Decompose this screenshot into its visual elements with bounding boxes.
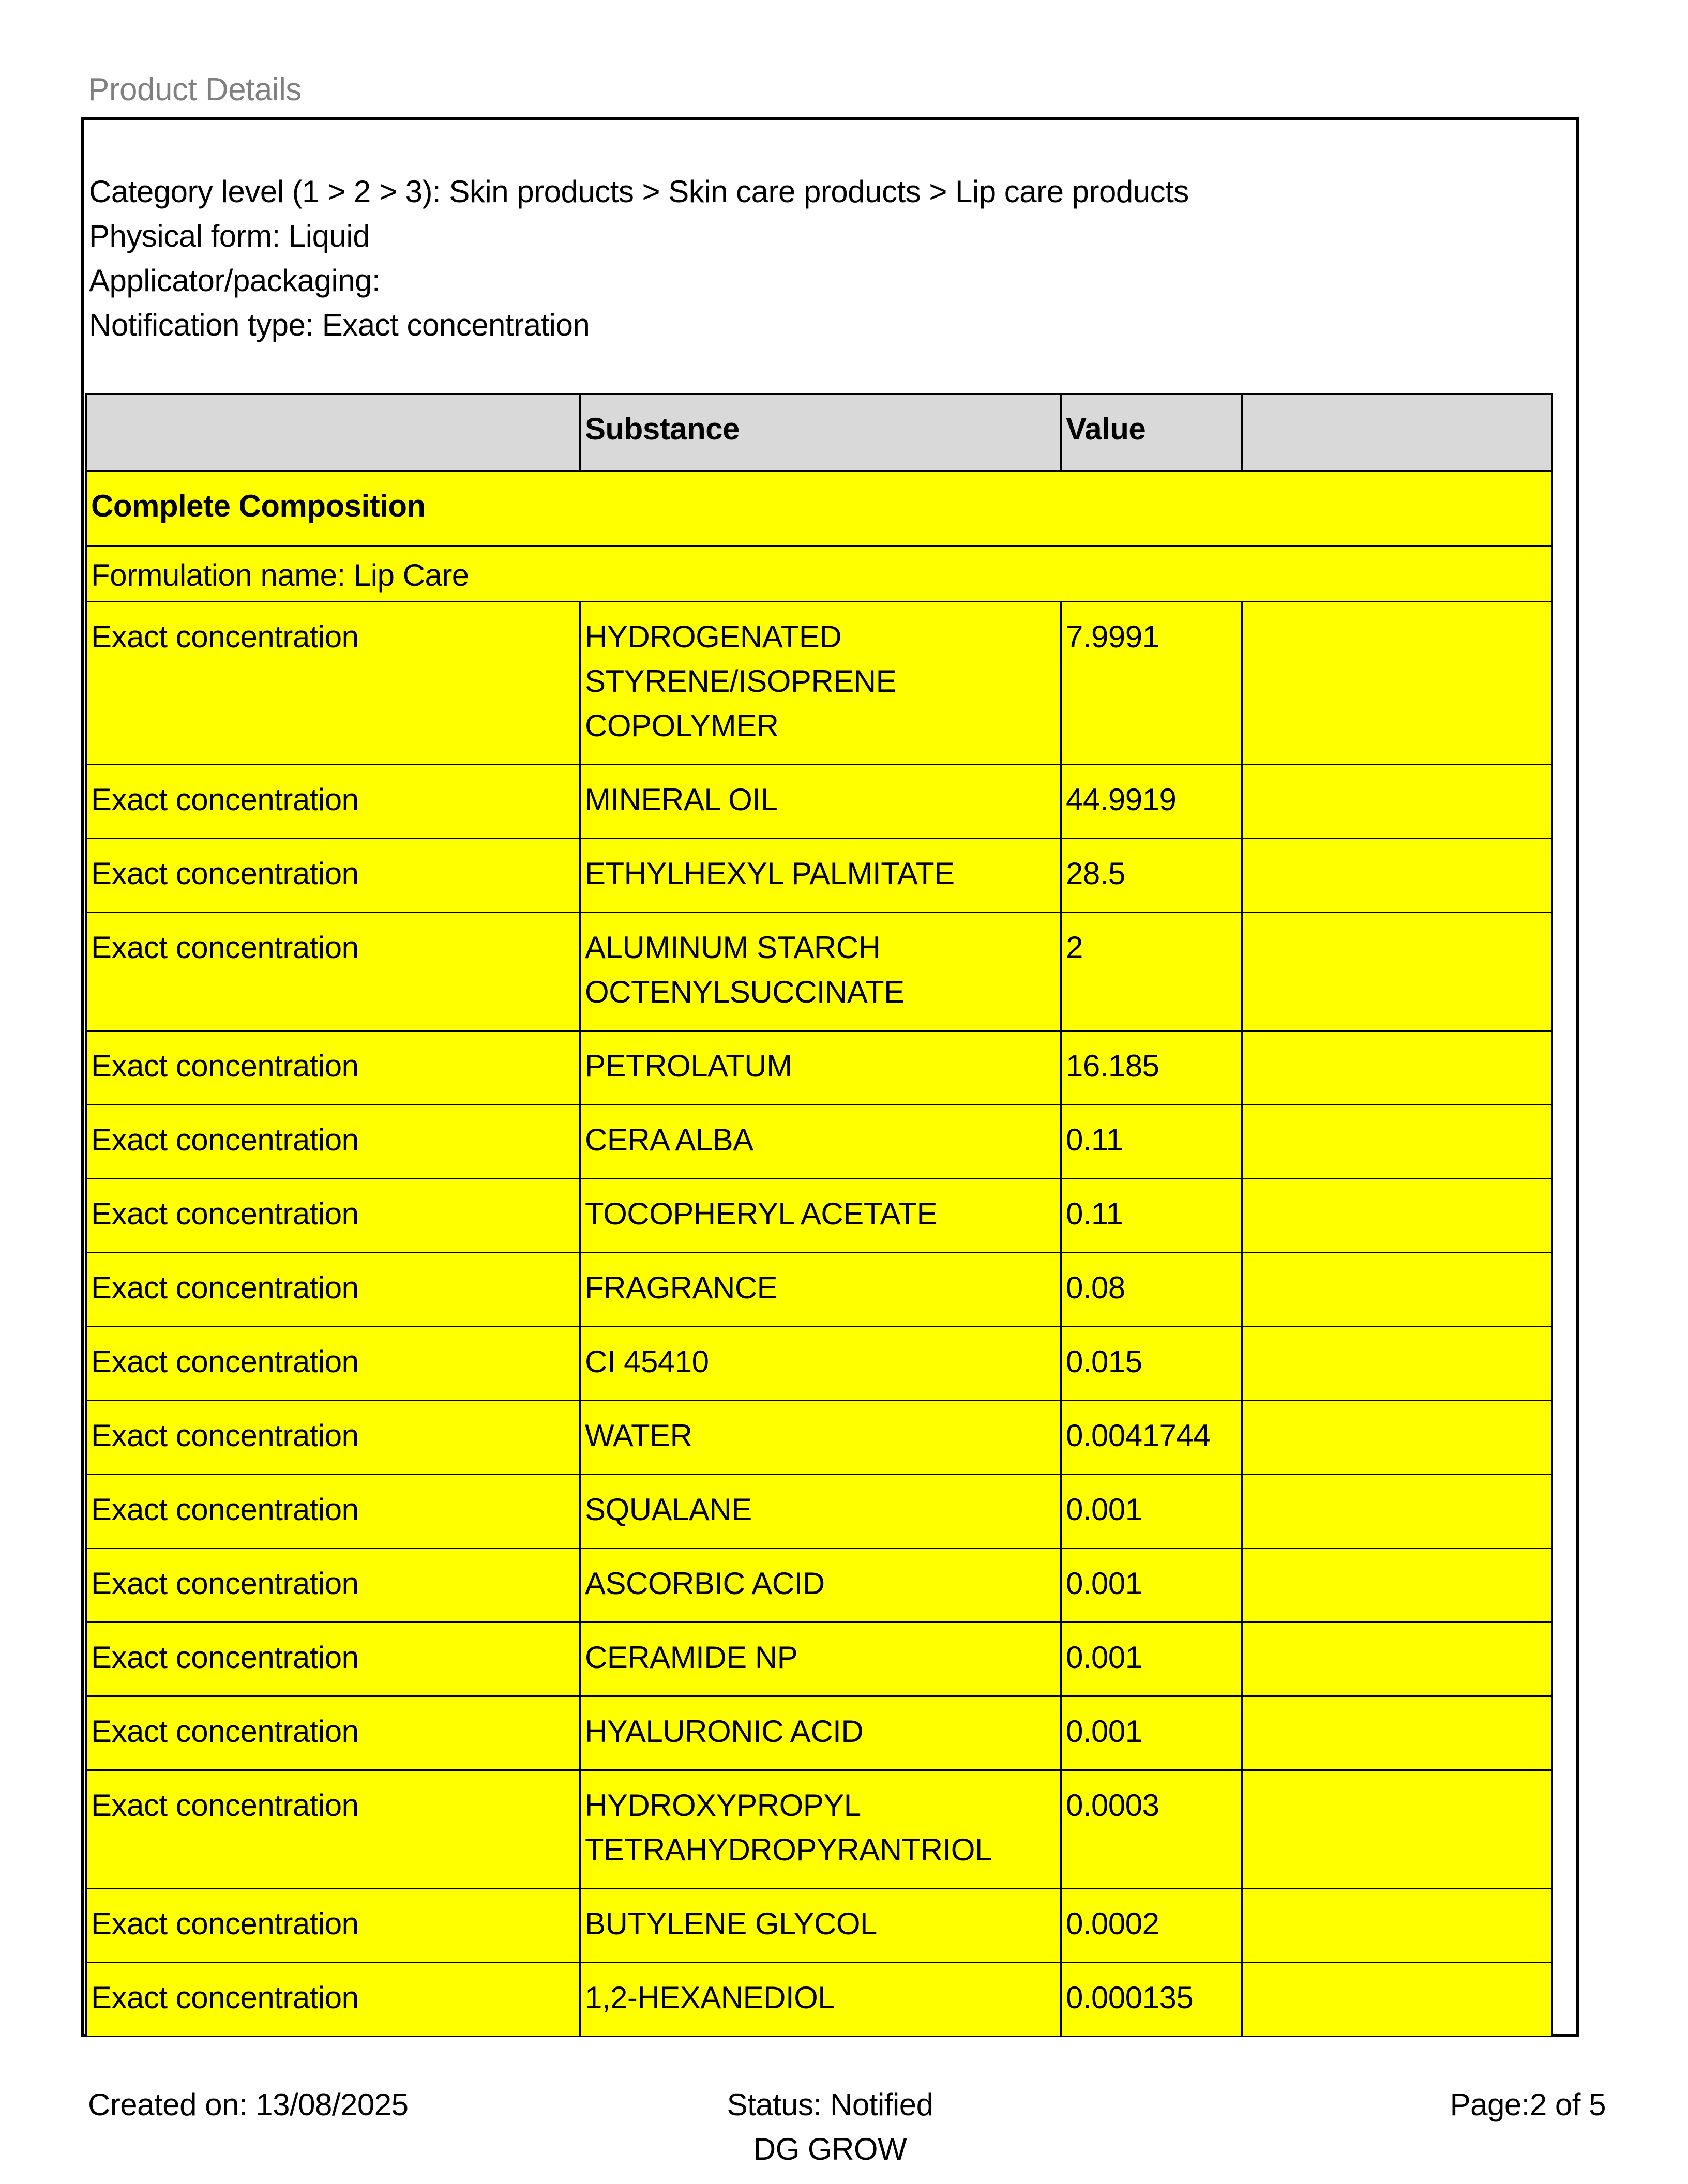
- substance-value-cell: 0.001: [1061, 1549, 1242, 1622]
- substance-value-cell: 0.11: [1061, 1179, 1242, 1253]
- substance-name-cell: FRAGRANCE: [580, 1253, 1061, 1327]
- table-row: [86, 1179, 1553, 1253]
- empty-cell: [1242, 1622, 1553, 1696]
- empty-cell: [1242, 1963, 1553, 2037]
- table-row: [86, 1475, 1553, 1549]
- substance-value-cell: 44.9919: [1061, 765, 1242, 839]
- row-type-cell: Exact concentration: [86, 1327, 580, 1401]
- table-row: [86, 1889, 1553, 1963]
- row-type-cell: Exact concentration: [86, 1963, 580, 2037]
- table-row: [86, 913, 1553, 1031]
- header-label-cell: [86, 394, 580, 471]
- row-type-cell: Exact concentration: [86, 1179, 580, 1253]
- header-value-cell: Value: [1061, 394, 1242, 471]
- table-row: [86, 1770, 1553, 1889]
- footer-status-block: [81, 2083, 1579, 2172]
- empty-cell: [1242, 1889, 1553, 1963]
- row-type-cell: Exact concentration: [86, 913, 580, 1031]
- table-row: [86, 1253, 1553, 1327]
- row-type-cell: Exact concentration: [86, 1696, 580, 1770]
- substance-value-cell: 0.001: [1061, 1622, 1242, 1696]
- applicator-packaging-line: Applicator/packaging:: [89, 263, 381, 298]
- substance-name-cell: CI 45410: [580, 1327, 1061, 1401]
- table-row: [86, 765, 1553, 839]
- section-title: Complete Composition: [86, 471, 1553, 547]
- substance-value-cell: 0.001: [1061, 1475, 1242, 1549]
- substance-value-cell: 0.001: [1061, 1696, 1242, 1770]
- substance-name-cell: TOCOPHERYL ACETATE: [580, 1179, 1061, 1253]
- empty-cell: [1242, 1696, 1553, 1770]
- composition-rows: [86, 602, 1553, 2037]
- substance-name-cell: 1,2-HEXANEDIOL: [580, 1963, 1061, 2037]
- substance-name-cell: MINERAL OIL: [580, 765, 1061, 839]
- substance-name-cell: BUTYLENE GLYCOL: [580, 1889, 1061, 1963]
- empty-cell: [1242, 1549, 1553, 1622]
- formulation-name-row: [86, 547, 1553, 602]
- empty-cell: [1242, 913, 1553, 1031]
- table-row: [86, 1696, 1553, 1770]
- row-type-cell: Exact concentration: [86, 1889, 580, 1963]
- substance-value-cell: 0.08: [1061, 1253, 1242, 1327]
- row-type-cell: Exact concentration: [86, 1549, 580, 1622]
- row-type-cell: Exact concentration: [86, 765, 580, 839]
- row-type-cell: Exact concentration: [86, 1401, 580, 1475]
- header-substance-cell: Substance: [580, 394, 1061, 471]
- empty-cell: [1242, 1253, 1553, 1327]
- empty-cell: [1242, 602, 1553, 765]
- row-type-cell: Exact concentration: [86, 839, 580, 913]
- substance-value-cell: 2: [1061, 913, 1242, 1031]
- footer-created-on: Created on: 13/08/2025: [88, 2087, 409, 2122]
- substance-name-cell: SQUALANE: [580, 1475, 1061, 1549]
- substance-name-cell: CERA ALBA: [580, 1105, 1061, 1179]
- category-level-line: Category level (1 > 2 > 3): Skin products > Skin care products > Lip care products: [89, 174, 1189, 209]
- empty-cell: [1242, 1475, 1553, 1549]
- footer-status: Status: Notified: [727, 2087, 933, 2122]
- substance-value-cell: 0.0003: [1061, 1770, 1242, 1889]
- row-type-cell: Exact concentration: [86, 1770, 580, 1889]
- substance-value-cell: 7.9991: [1061, 602, 1242, 765]
- row-type-cell: Exact concentration: [86, 1253, 580, 1327]
- substance-name-cell: CERAMIDE NP: [580, 1622, 1061, 1696]
- substance-name-cell: WATER: [580, 1401, 1061, 1475]
- table-header-row: [86, 394, 1553, 471]
- table-row: [86, 1327, 1553, 1401]
- substance-value-cell: 0.11: [1061, 1105, 1242, 1179]
- table-row: [86, 1401, 1553, 1475]
- product-info-block: [89, 170, 1576, 347]
- substance-value-cell: 16.185: [1061, 1031, 1242, 1105]
- page-title: Product Details: [88, 72, 302, 108]
- table-row: [86, 1622, 1553, 1696]
- composition-table: [85, 393, 1553, 2037]
- header-extra-cell: [1242, 394, 1553, 471]
- substance-value-cell: 28.5: [1061, 839, 1242, 913]
- row-type-cell: Exact concentration: [86, 1105, 580, 1179]
- substance-value-cell: 0.0041744: [1061, 1401, 1242, 1475]
- footer-page-number: Page:2 of 5: [1450, 2087, 1606, 2122]
- physical-form-line: Physical form: Liquid: [89, 219, 370, 253]
- substance-name-cell: PETROLATUM: [580, 1031, 1061, 1105]
- substance-name-cell: ALUMINUM STARCH OCTENYLSUCCINATE: [580, 913, 1061, 1031]
- table-row: [86, 1105, 1553, 1179]
- table-row: [86, 839, 1553, 913]
- substance-name-cell: ASCORBIC ACID: [580, 1549, 1061, 1622]
- substance-name-cell: HYDROGENATED STYRENE/ISOPRENE COPOLYMER: [580, 602, 1061, 765]
- empty-cell: [1242, 839, 1553, 913]
- section-title-row: [86, 471, 1553, 547]
- table-row: [86, 1963, 1553, 2037]
- formulation-name: Formulation name: Lip Care: [86, 547, 1553, 602]
- substance-name-cell: HYDROXYPROPYL TETRAHYDROPYRANTRIOL: [580, 1770, 1061, 1889]
- substance-value-cell: 0.000135: [1061, 1963, 1242, 2037]
- substance-value-cell: 0.0002: [1061, 1889, 1242, 1963]
- table-row: [86, 1031, 1553, 1105]
- empty-cell: [1242, 1031, 1553, 1105]
- empty-cell: [1242, 765, 1553, 839]
- substance-name-cell: HYALURONIC ACID: [580, 1696, 1061, 1770]
- empty-cell: [1242, 1327, 1553, 1401]
- row-type-cell: Exact concentration: [86, 1031, 580, 1105]
- substance-name-cell: ETHYLHEXYL PALMITATE: [580, 839, 1061, 913]
- row-type-cell: Exact concentration: [86, 1622, 580, 1696]
- empty-cell: [1242, 1105, 1553, 1179]
- footer-org: DG GROW: [753, 2132, 907, 2166]
- table-row: [86, 602, 1553, 765]
- notification-type-line: Notification type: Exact concentration: [89, 308, 590, 342]
- row-type-cell: Exact concentration: [86, 602, 580, 765]
- product-details-box: [81, 117, 1579, 2037]
- substance-value-cell: 0.015: [1061, 1327, 1242, 1401]
- table-row: [86, 1549, 1553, 1622]
- empty-cell: [1242, 1770, 1553, 1889]
- empty-cell: [1242, 1179, 1553, 1253]
- empty-cell: [1242, 1401, 1553, 1475]
- row-type-cell: Exact concentration: [86, 1475, 580, 1549]
